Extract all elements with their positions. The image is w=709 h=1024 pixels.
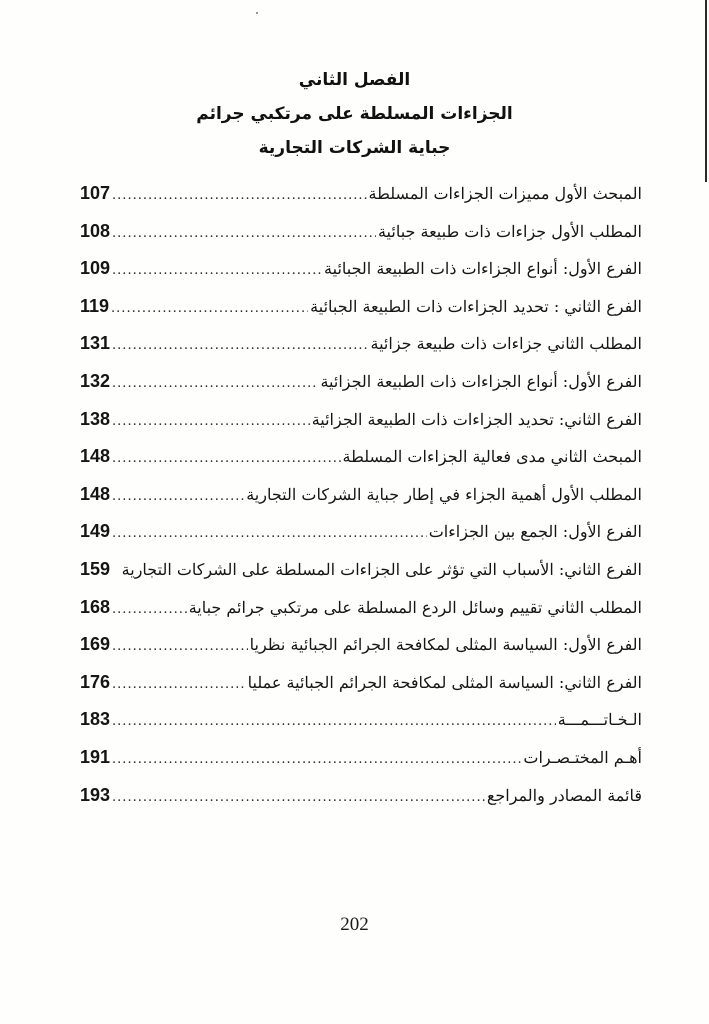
toc-entry-title: الفرع الثاني : تحديد الجزاءات ذات الطبيعة الجبائية bbox=[310, 296, 642, 316]
toc-entry bbox=[80, 178, 642, 216]
toc-entry bbox=[80, 441, 642, 479]
toc-entry bbox=[80, 592, 642, 630]
dot-leader bbox=[112, 745, 521, 775]
toc-entry bbox=[80, 629, 642, 667]
scan-speck bbox=[256, 12, 258, 14]
dot-leader bbox=[112, 519, 427, 549]
toc-entry-title: أهـم المختـصـرات bbox=[523, 747, 642, 767]
toc-entry-title: الفرع الثاني: السياسة المثلى لمكافحة الجرائم الجبائية عمليا bbox=[247, 672, 642, 692]
toc-page-number: 176 bbox=[80, 671, 111, 692]
toc-page-number: 138 bbox=[80, 408, 111, 429]
toc-entry bbox=[80, 780, 642, 818]
toc-entry bbox=[80, 516, 642, 554]
toc-entry-title: المطلب الأول جزاءات ذات طبيعة جبائية bbox=[377, 221, 642, 241]
toc-page-number: 109 bbox=[80, 258, 111, 279]
toc-entry-title: المطلب الأول أهمية الجزاء في إطار جباية الشركات التجارية bbox=[246, 484, 642, 504]
toc-entry bbox=[80, 291, 642, 329]
page-number: 202 bbox=[340, 914, 369, 935]
chapter-title: الفصل الثاني bbox=[298, 70, 411, 90]
dot-leader bbox=[112, 407, 310, 437]
dot-leader bbox=[112, 219, 376, 249]
dot-leader bbox=[112, 595, 187, 625]
toc-entry-title: المبحث الأول مميزات الجزاءات المسلطة bbox=[368, 184, 642, 203]
toc-entry-title: المبحث الثاني مدى فعالية الجزاءات المسلطة bbox=[342, 447, 642, 467]
dot-leader bbox=[112, 670, 246, 700]
table-of-contents bbox=[80, 178, 642, 817]
toc-page-number: 148 bbox=[80, 483, 111, 504]
toc-entry bbox=[80, 704, 642, 742]
chapter-subtitle-line-1: الجزاءات المسلطة على مرتكبي جرائم bbox=[196, 104, 513, 124]
toc-entry-title: الـخـاتـــمـــة bbox=[557, 710, 642, 730]
dot-leader bbox=[112, 256, 322, 286]
dot-leader bbox=[112, 632, 248, 662]
toc-entry bbox=[80, 216, 642, 254]
toc-entry bbox=[80, 404, 642, 442]
toc-page-number: 149 bbox=[80, 521, 111, 542]
toc-entry bbox=[80, 742, 642, 780]
dot-leader bbox=[112, 707, 556, 737]
toc-entry bbox=[80, 479, 642, 517]
toc-page-number: 191 bbox=[80, 746, 111, 767]
dot-leader bbox=[112, 482, 244, 512]
toc-entry bbox=[80, 554, 642, 592]
toc-entry-title: المطلب الثاني تقييم وسائل الردع المسلطة على مرتكبي جرائم جباية bbox=[188, 597, 642, 617]
toc-page-number: 131 bbox=[80, 333, 111, 354]
toc-entry-title: الفرع الأول: أنواع الجزاءات ذات الطبيعة الجزائية bbox=[320, 371, 642, 391]
dot-leader bbox=[112, 444, 340, 474]
dot-leader bbox=[112, 783, 485, 813]
toc-entry bbox=[80, 253, 642, 291]
toc-entry-title: الفرع الأول: الجمع بين الجزاءات bbox=[428, 522, 642, 542]
dot-leader bbox=[112, 369, 318, 399]
chapter-heading-block bbox=[0, 70, 709, 158]
toc-page-number: 132 bbox=[80, 370, 111, 391]
toc-page-number: 168 bbox=[80, 596, 111, 617]
toc-entry-title: الفرع الثاني: تحديد الجزاءات ذات الطبيعة الجزائية bbox=[311, 409, 642, 429]
toc-page-number: 183 bbox=[80, 709, 111, 730]
dot-leader bbox=[112, 181, 366, 211]
toc-entry bbox=[80, 328, 642, 366]
toc-page-number: 107 bbox=[80, 183, 111, 203]
toc-page-number: 119 bbox=[80, 295, 110, 316]
toc-entry-title: الفرع الأول: السياسة المثلى لمكافحة الجرائم الجبائية نظريا bbox=[249, 635, 642, 655]
toc-entry-title: الفرع الثاني: الأسباب التي تؤثر على الجزاءات المسلطة على الشركات التجارية bbox=[121, 559, 642, 579]
toc-entry-title: المطلب الثاني جزاءات ذات طبيعة جزائية bbox=[370, 334, 642, 354]
toc-page-number: 108 bbox=[80, 220, 111, 241]
chapter-subtitle-line-2: جباية الشركات التجارية bbox=[258, 138, 451, 158]
toc-entry-title: قائمة المصادر والمراجع bbox=[486, 785, 642, 805]
toc-entry-title: الفرع الأول: أنواع الجزاءات ذات الطبيعة الجبائية bbox=[324, 259, 642, 279]
toc-entry bbox=[80, 667, 642, 705]
toc-entry bbox=[80, 366, 642, 404]
dot-leader bbox=[111, 294, 308, 324]
toc-page-number: 193 bbox=[80, 784, 111, 805]
toc-page-number: 169 bbox=[80, 634, 111, 655]
toc-page-number: 148 bbox=[80, 446, 111, 467]
dot-leader bbox=[112, 331, 368, 361]
toc-page-number: 159 bbox=[80, 558, 111, 579]
